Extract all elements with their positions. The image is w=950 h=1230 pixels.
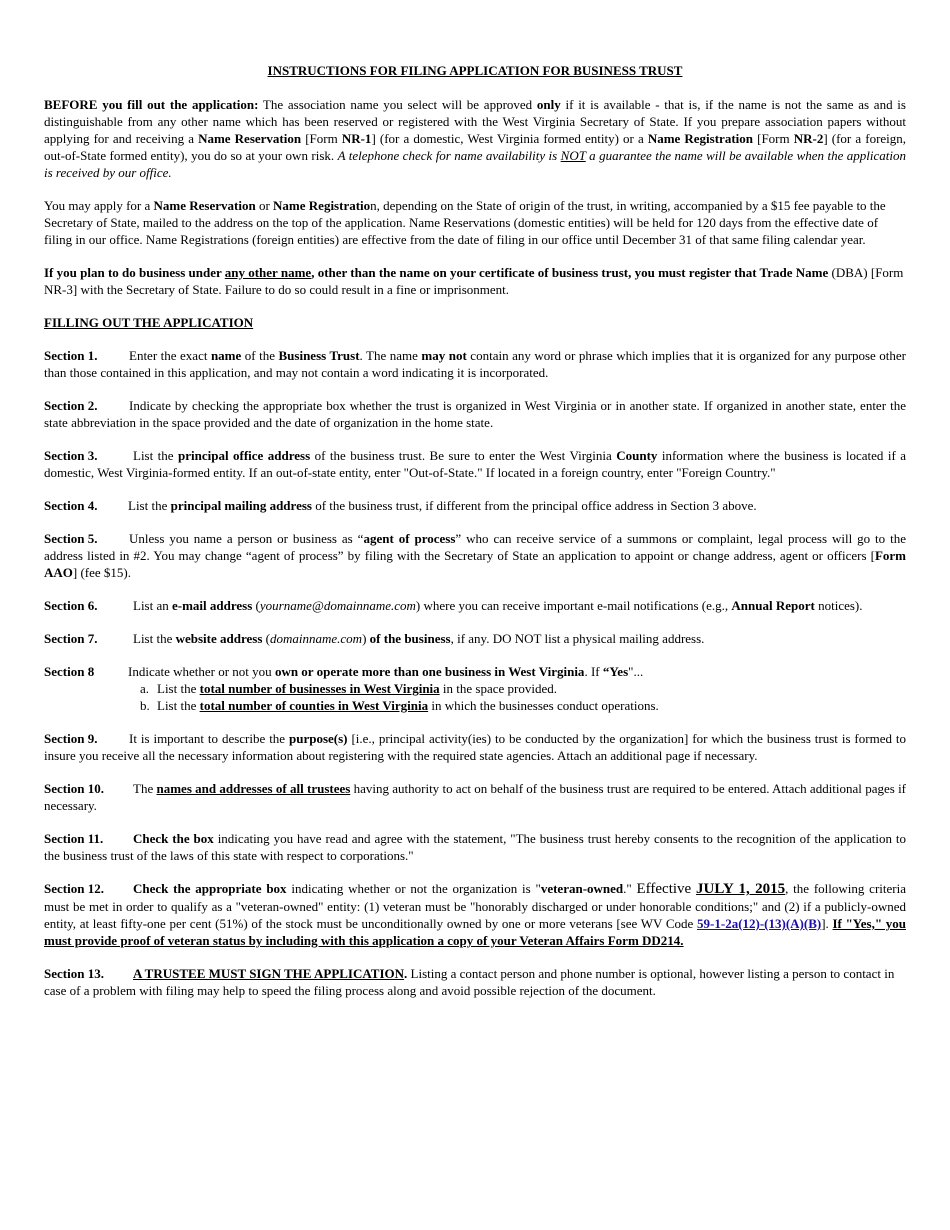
may-apply-paragraph: You may apply for a Name Reservation or Name Registration, depending on the State of origin of the trust, in writing, accompanied by a $15 fee payable to the Secretary of State, mailed to the address on the top of the application. Name Reservations (domestic entities) will be held for 120 days from the effective date of filing in our office. Name Registrations (foreign entities) are effective from the date of filing in our office until December 31 of that same filing calendar year. <box>44 198 886 247</box>
section-2: Section 2. Indicate by checking the appropriate box whether the trust is organized in West Virginia or in another state. If organized in another state, enter the state abbreviation in the space provided and the date of organization in the home state. <box>44 398 906 430</box>
dba-paragraph: If you plan to do business under any other name, other than the name on your certificate of business trust, you must register that Trade Name (DBA) [Form NR-3] with the Secretary of State. Failure to do so could result in a fine or imprisonment. <box>44 265 904 297</box>
section-12: Section 12. Check the appropriate box indicating whether or not the organization is "veteran-owned." Effective JULY 1, 2015, the following criteria must be met in order to qualify as a "veteran-owned" entity: (1) veteran must be "honorably discharged or under honorable conditions;" and (2) if a publicly-owned entity, at least fifty-one per cent (51%) of the stock must be unconditionally owned by one or more veterans [see WV Code 59-1-2a(12)-(13)(A)(B)]. If "Yes," you must provide proof of veteran status by including with this application a copy of your Veteran Affairs Form DD214. <box>44 881 906 948</box>
section-1: Section 1. Enter the exact name of the Business Trust. The name may not contain any word or phrase which implies that it is organized for any purpose other than those contained in this application, and may not contain a word indicating it is incorporated. <box>44 348 906 380</box>
section-8-list <box>140 680 906 714</box>
list-item: b. List the total number of counties in West Virginia in which the businesses conduct operations. <box>140 698 659 713</box>
section-10: Section 10. The names and addresses of all trustees having authority to act on behalf of the business trust are required to be entered. Attach additional pages if necessary. <box>44 781 907 813</box>
section-8 <box>44 663 906 714</box>
list-item: a. List the total number of businesses in West Virginia in the space provided. <box>140 681 557 696</box>
section-6: Section 6. List an e-mail address (yourname@domainname.com) where you can receive important e-mail notifications (e.g., Annual Report notices). <box>44 598 863 613</box>
section-8-intro: Section 8 Indicate whether or not you own or operate more than one business in West Virginia. If “Yes"... <box>44 664 644 679</box>
filling-heading: FILLING OUT THE APPLICATION <box>44 315 254 330</box>
section-4: Section 4. List the principal mailing address of the business trust, if different from the principal office address in Section 3 above. <box>44 498 757 513</box>
before-paragraph: BEFORE you fill out the application: The association name you select will be approved only if it is available - that is, if the name is not the same as and is distinguishable from any other name which has been reserved or registered with the West Virginia Secretary of State. If you prepare association papers without applying for and receiving a Name Reservation [Form NR-1] (for a domestic, West Virginia formed entity) or a Name Registration [Form NR-2] (for a foreign, out-of-State formed entity), you do so at your own risk. A telephone check for name availability is NOT a guarantee the name will be available when the application is received by our office. <box>44 97 907 180</box>
section-13: Section 13. A TRUSTEE MUST SIGN THE APPLICATION. Listing a contact person and phone number is optional, however listing a person to contact in case of a problem with filing may help to speed the filing process along and avoid possible rejection of the document. <box>44 966 895 998</box>
page-title: INSTRUCTIONS FOR FILING APPLICATION FOR BUSINESS TRUST <box>267 63 683 78</box>
section-7: Section 7. List the website address (domainname.com) of the business, if any. DO NOT list a physical mailing address. <box>44 631 705 646</box>
section-9: Section 9. It is important to describe the purpose(s) [i.e., principal activity(ies) to be conducted by the organization] for which the business trust is formed to insure you receive all the necessary information about registering with the required state agencies. Attach an additional page if necessary. <box>44 731 906 763</box>
wv-code-link[interactable]: 59-1-2a(12)-(13)(A)(B) <box>697 916 822 931</box>
section-11: Section 11. Check the box indicating you have read and agree with the statement, "The business trust hereby consents to the recognition of the application to the business trust of the laws of this state with respect to corporations." <box>44 831 906 863</box>
section-5: Section 5. Unless you name a person or business as “agent of process” who can receive service of a summons or complaint, legal process will go to the address listed in #2. You may change “agent of process” by filing with the Secretary of State an application to appoint or change address, agent or officers [Form AAO] (fee $15). <box>44 531 906 580</box>
section-3: Section 3. List the principal office address of the business trust. Be sure to enter the West Virginia County information where the business is located if a domestic, West Virginia-formed entity. If an out-of-state entity, enter "Out-of-State." If located in a foreign country, enter "Foreign Country." <box>44 448 906 480</box>
